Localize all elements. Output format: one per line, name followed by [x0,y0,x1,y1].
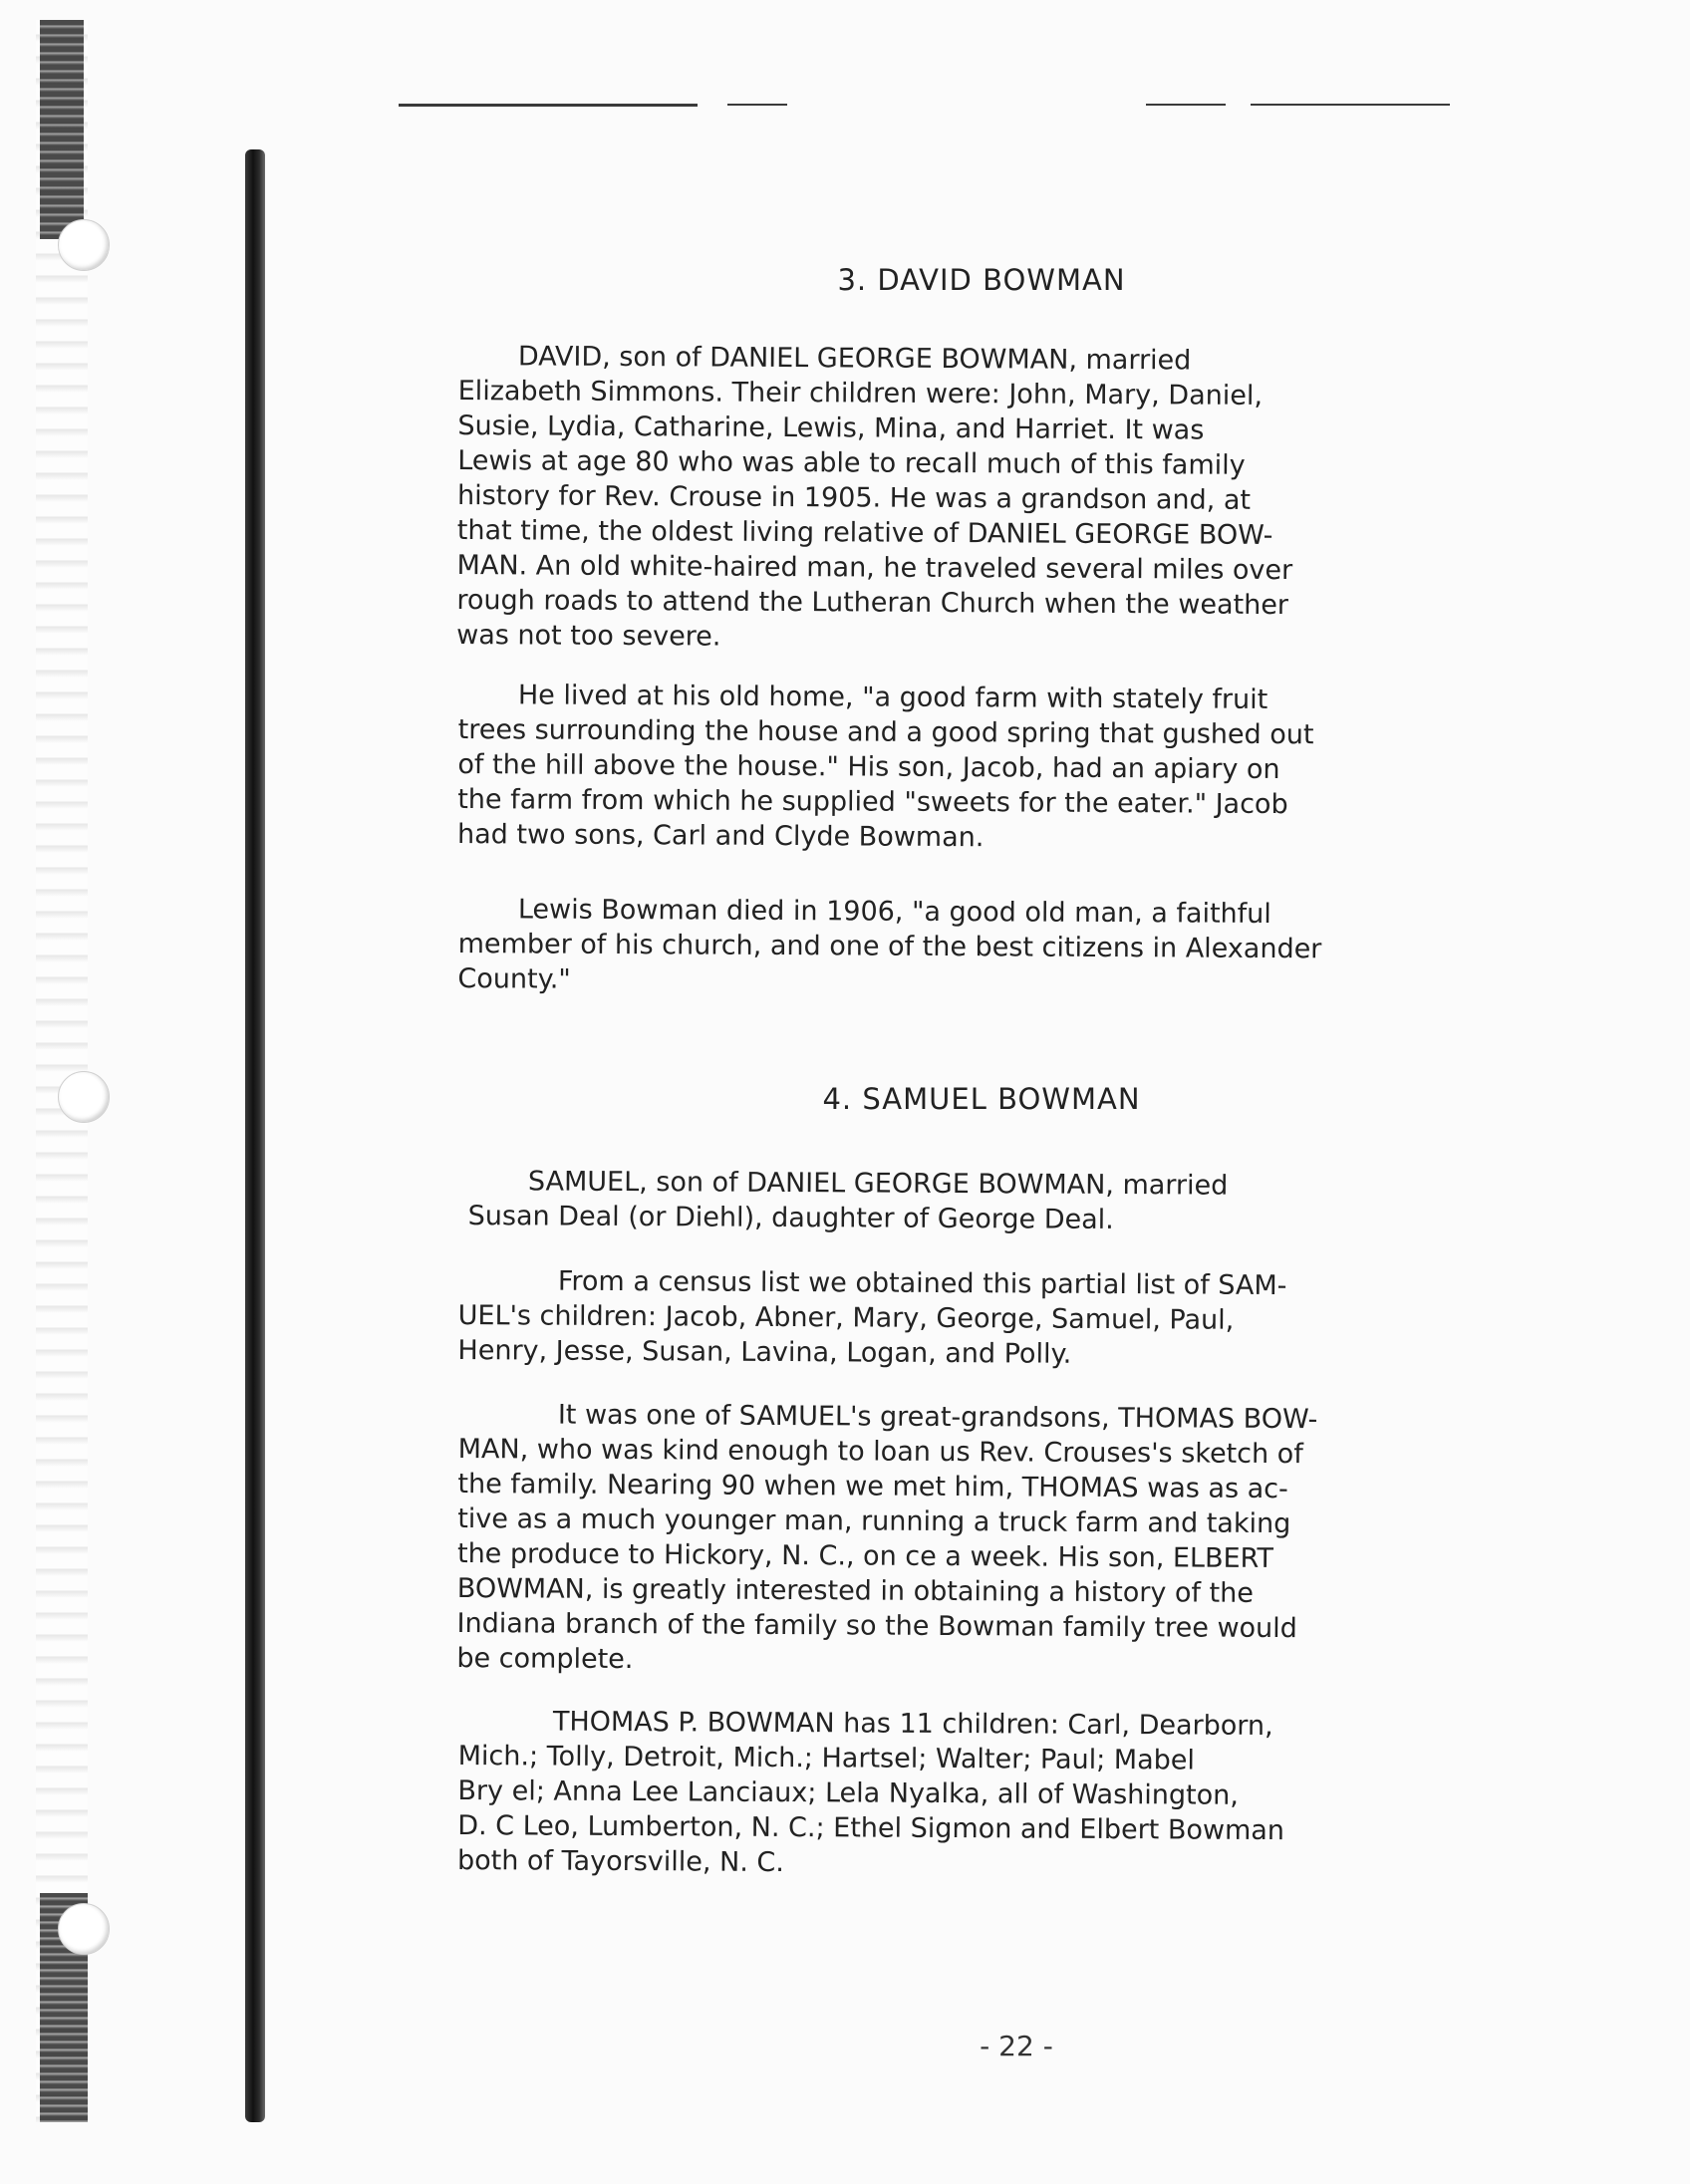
text-line: Henry, Jesse, Susan, Lavina, Logan, and Polly. [457,1334,1072,1370]
top-rule-right [1251,104,1450,106]
text-line: that time, the oldest living relative of DANIEL GEORGE BOW- [456,514,1273,551]
top-rule-dash-1 [727,104,787,106]
text-line: MAN, who was kind enough to loan us Rev. Crouses's sketch of [457,1433,1303,1471]
text-line: the farm from which he supplied "sweets for the eater." Jacob [457,783,1288,821]
text-line: Lewis at age 80 who was able to recall much of this family [457,444,1246,481]
section-heading-david-bowman: 3. DAVID BOWMAN [837,263,1126,297]
text-line: THOMAS P. BOWMAN has 11 children: Carl, Dearborn, [552,1706,1273,1742]
text-line: be complete. [456,1642,634,1676]
binder-bar [245,149,265,2122]
text-line: rough roads to attend the Lutheran Church when the weather [456,584,1289,622]
paragraph-lewis-death [457,892,1564,1003]
paragraph-david-home [457,678,1564,859]
punch-hole-bottom [58,1903,110,1955]
text-line: Bry el; Anna Lee Lanciaux; Lela Nyalka, all of Washington, [457,1774,1239,1811]
paragraph-david-intro [456,339,1564,660]
text-line: tive as a much younger man, running a truck farm and taking [457,1502,1291,1540]
text-line: Lewis Bowman died in 1906, "a good old man, a faithful [517,894,1271,930]
text-line: member of his church, and one of the best citizens in Alexander [457,928,1322,965]
section-heading-samuel-bowman: 4. SAMUEL BOWMAN [822,1082,1141,1116]
paragraph-thomas-children [457,1704,1564,1885]
punch-hole-top [58,219,110,271]
text-line: SAMUEL, son of DANIEL GEORGE BOWMAN, married [527,1166,1229,1202]
text-line: was not too severe. [456,619,721,653]
text-line: the produce to Hickory, N. C., on ce a week. His son, ELBERT [456,1537,1273,1574]
text-line: He lived at his old home, "a good farm with stately fruit [517,680,1268,715]
paragraph-thomas-bowman [456,1397,1564,1683]
text-line: It was one of SAMUEL's great-grandsons, THOMAS BOW- [557,1399,1318,1436]
page-number: - 22 - [980,2030,1053,2062]
paragraph-samuel-intro [468,1164,1574,1240]
text-line: DAVID, son of DANIEL GEORGE BOWMAN, married [517,341,1192,377]
text-line: MAN. An old white-haired man, he traveled several miles over [456,549,1293,587]
text-line: history for Rev. Crouse in 1905. He was a grandson and, at [456,479,1252,516]
scan-edge-top [40,20,84,239]
text-line: County." [457,962,571,995]
text-line: D. C Leo, Lumberton, N. C.; Ethel Sigmon and Elbert Bowman [457,1809,1285,1847]
text-line: both of Tayorsville, N. C. [456,1844,784,1878]
text-line: had two sons, Carl and Clyde Bowman. [456,818,985,854]
paragraph-samuel-children [457,1263,1564,1375]
text-line: BOWMAN, is greatly interested in obtaining a history of the [456,1572,1254,1609]
text-line: UEL's children: Jacob, Abner, Mary, George, Samuel, Paul, [457,1299,1235,1336]
text-line: the family. Nearing 90 when we met him, THOMAS was as ac- [457,1468,1288,1505]
text-line: Mich.; Tolly, Detroit, Mich.; Hartsel; Walter; Paul; Mabel [457,1740,1196,1776]
text-line: Indiana branch of the family so the Bowman family tree would [456,1607,1297,1645]
text-line: of the hill above the house." His son, Jacob, had an apiary on [457,748,1280,786]
text-line: Susan Deal (or Diehl), daughter of George Deal. [467,1200,1114,1235]
text-line: Elizabeth Simmons. Their children were: John, Mary, Daniel, [457,375,1264,411]
text-line: From a census list we obtained this partial list of SAM- [557,1265,1287,1302]
text-line: trees surrounding the house and a good spring that gushed out [457,713,1314,751]
top-rule-left [399,104,698,107]
punch-hole-middle [58,1071,110,1123]
text-line: Susie, Lydia, Catharine, Lewis, Mina, and Harriet. It was [457,410,1205,446]
top-rule-dash-2 [1146,104,1226,106]
